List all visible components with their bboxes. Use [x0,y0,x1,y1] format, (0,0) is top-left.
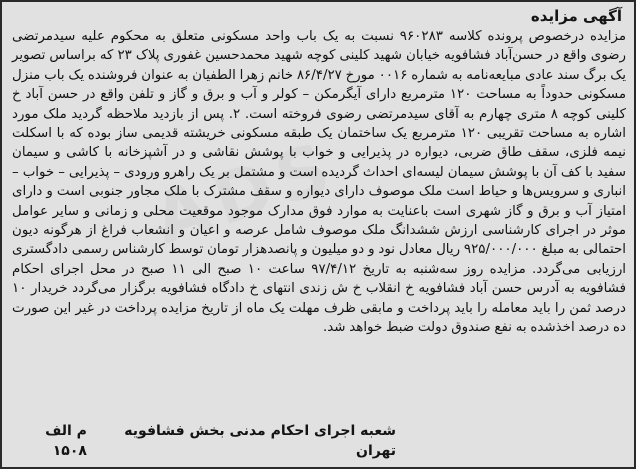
notice-issuer: شعبه اجرای احکام مدنی بخش فشافویه تهران [124,423,396,459]
notice-content [12,4,626,463]
notice-body: مزایده درخصوص پرونده کلاسه ۹۶۰۲۸۳ نسبت به یک باب واحد مسکونی متعلق به محکوم علیه سیدمرتضی رضوی واقع در حسن‌آباد فشافویه خیابان شهید کلینی کوچه شهید محمدحسین غفوری پلاک ۲۳ که براساس تصویر یک برگ سند عادی مبایعه‌نامه به شماره ۰۰۱۶ مورخ ۸۶/۴/۲۷ خانم زهرا الطفیان به عنوان فروشنده یک باب منزل مسکونی حدوداً به مساحت ۱۲۰ مترمربع دارای آیگرمکن – کولر و آب و برق و گاز و تلفن واقع در حسن آباد خ کلینی کوچه ۸ متری چهارم به آقای سیدمرتضی رضوی فروخته است. ۲. پس از بازدید ملاحظه گردید ملک مورد اشاره به مساحت تقریبی ۱۲۰ مترمربع یک ساختمان یک طبقه مسکونی خریشته قدیمی ساز بوده که با اسکلت نیمه فلزی، سقف طاق ضربی، دیواره در پذیرایی و خواب با پوشش نقاشی و در آشپزخانه با کاشی و سیمان سفید با کف آن با پوشش سیمان لیسه‌ای احداث گردیده است و مشتمل بر یک راهرو ورودی – پذیرایی – خواب – انباری و سرویس‌ها و حیاط است ملک موصوف دارای دیواره و سقف مشترک با ملک مجاور جنوبی است و دارای امتیاز آب و برق و گاز شهری است باعنایت به موارد فوق مدارک موجود موقعیت محلی و زمانی و سایر عوامل موثر در اجرای کارشناسی ارزش ششدانگ ملک موصوف شامل عرصه و اعیان و انشعاب فراغ از هرگونه دیون احتمالی به مبلغ ۹۲۵/۰۰۰/۰۰۰ ریال معادل نود و دو میلیون و پانصدهزار تومان توسط کارشناس رسمی دادگستری ارزیابی می‌گردد. مزایده روز سه‌شنبه به تاریخ ۹۷/۴/۱۲ ساعت ۱۰ صبح الی ۱۱ صبح در محل اجرای احکام فشافویه به آدرس حسن آباد فشافویه خ انقلاب خ ش زندی انتهای خ دادگاه فشافویه برگزار می‌گردد خریدار ۱۰ درصد ثمن را باید معامله را باید پرداخت و مابقی ظرف مهلت یک ماه از تاریخ مزایده پرداخت در غیر این صورت ده درصد اخذشده به نفع صندوق دولت ضبط خواهد شد. [12,29,627,336]
notice-footer [12,421,396,461]
notice-title: آگهی مزایده [530,7,622,25]
notice-reference: م الف ۱۵۰۸ [45,423,87,459]
